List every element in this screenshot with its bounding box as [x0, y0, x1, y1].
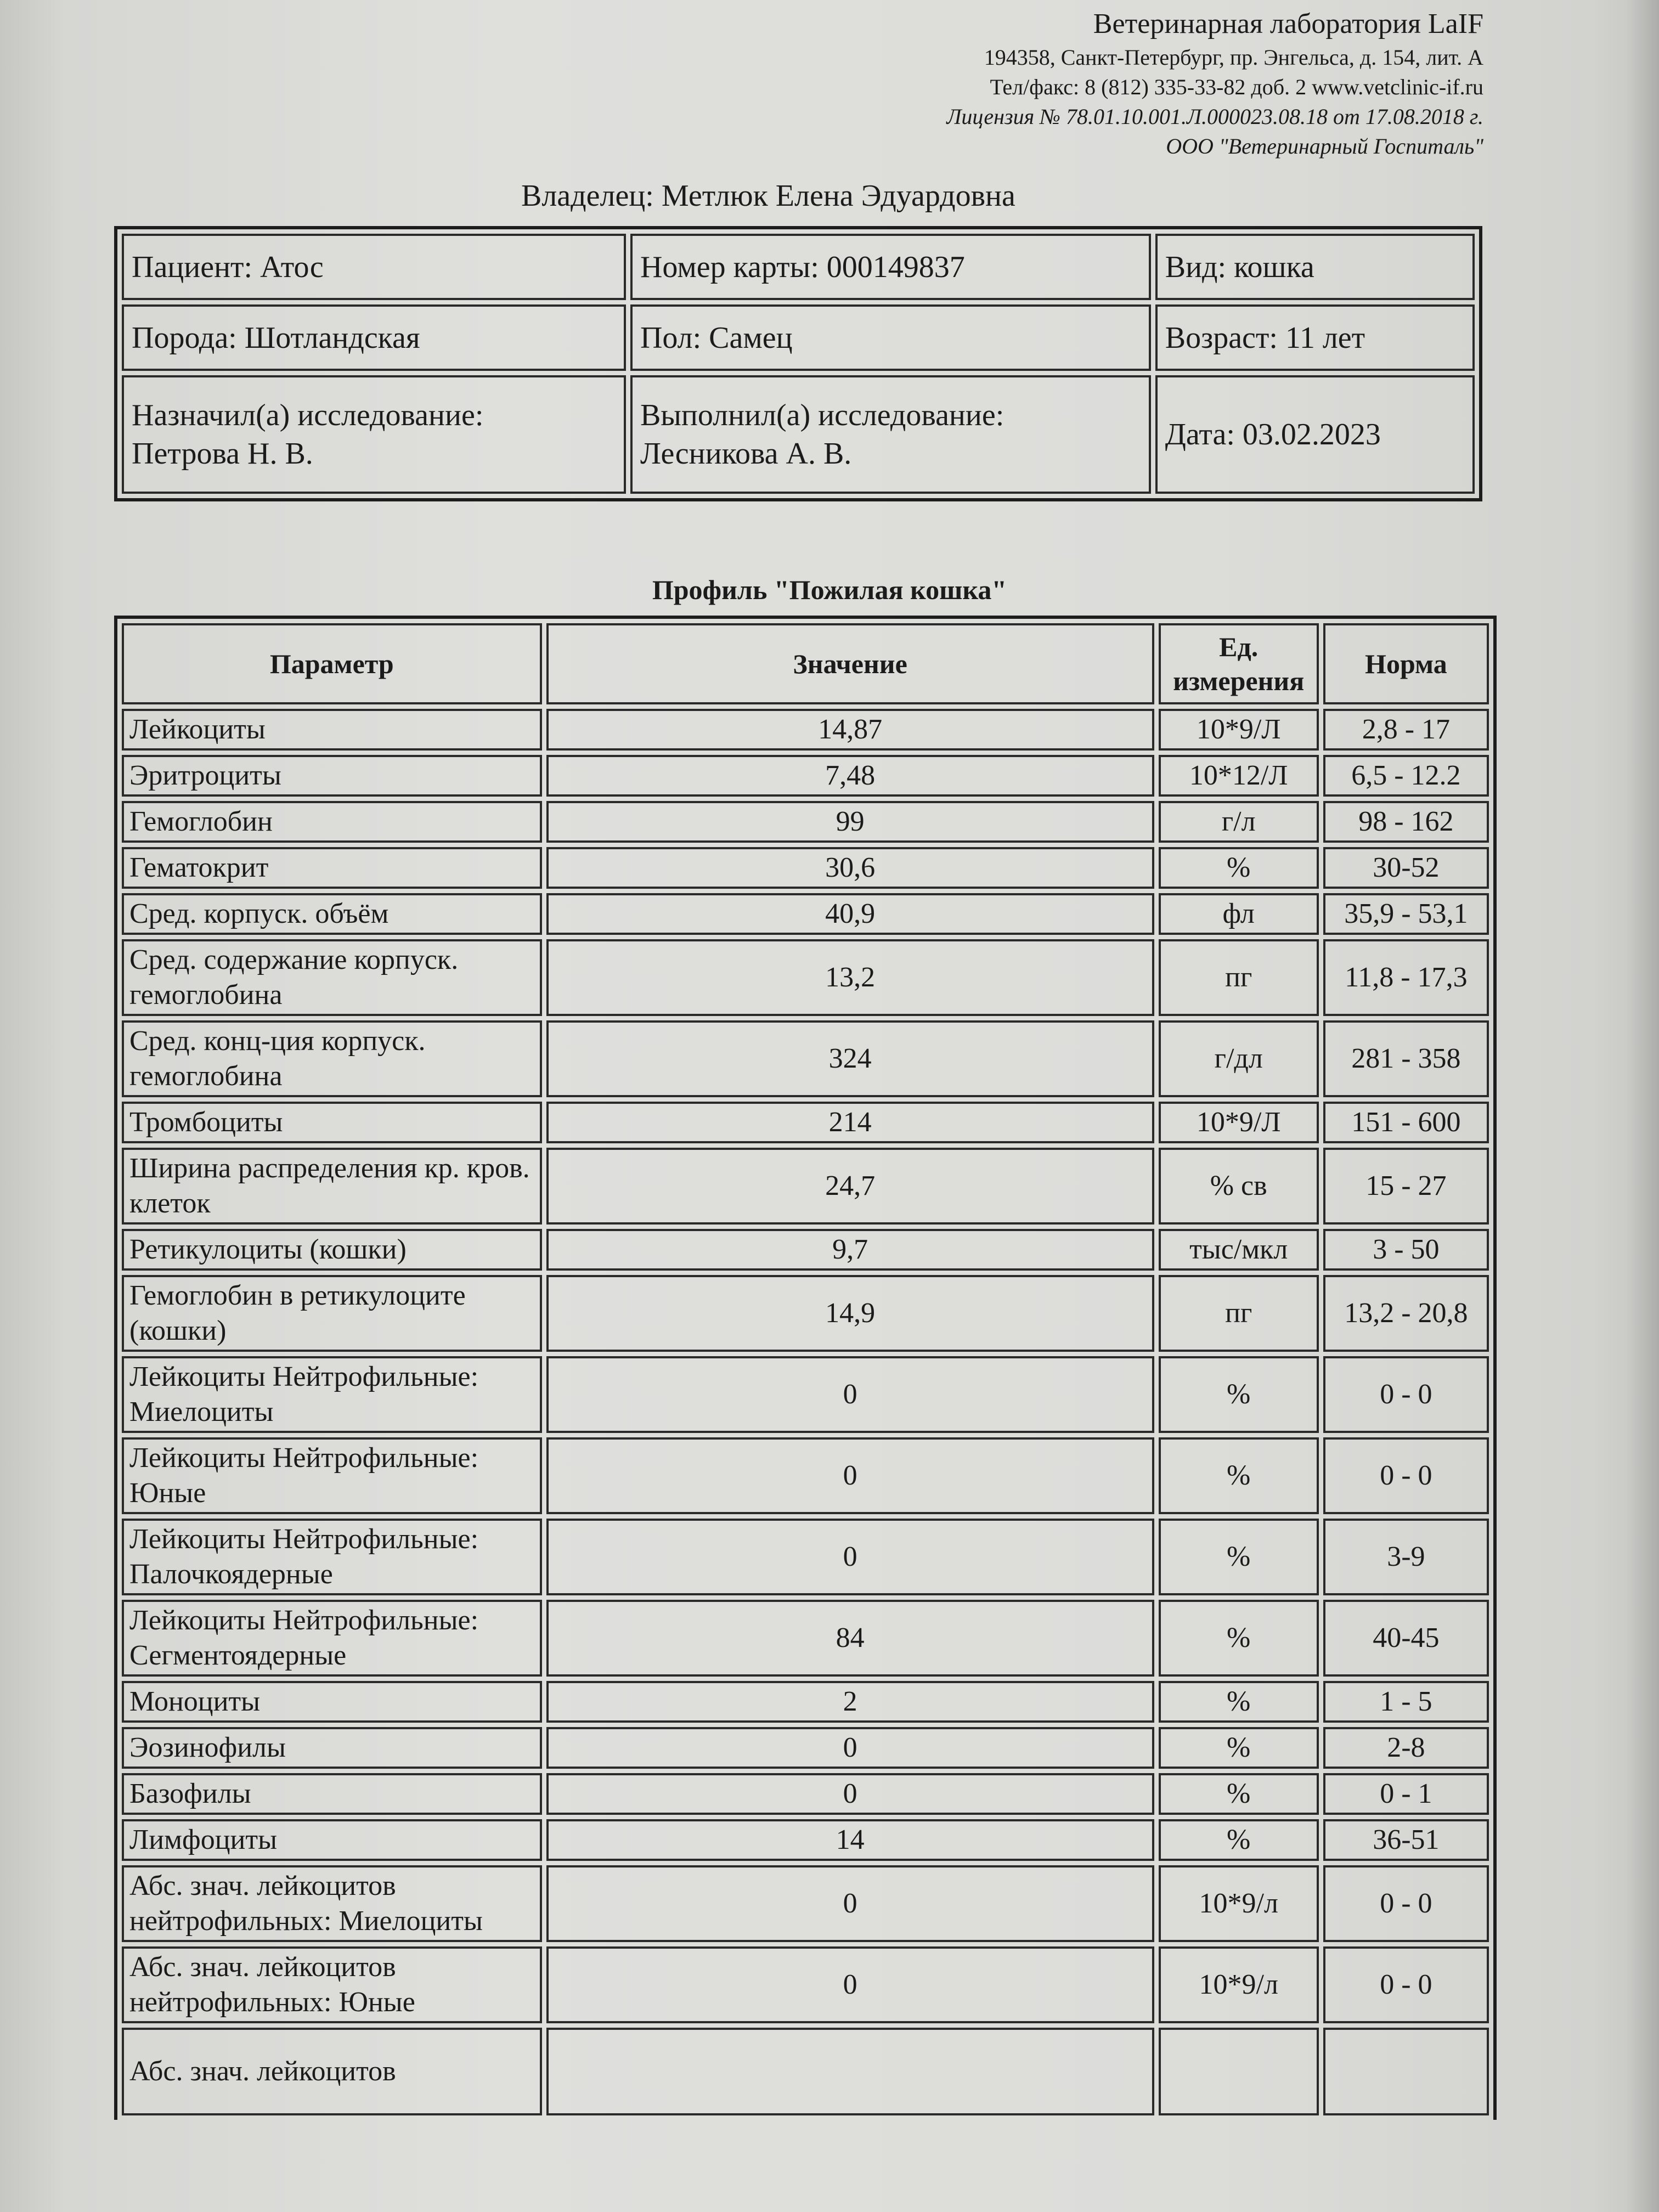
norm-cell: 2-8: [1323, 1727, 1489, 1769]
param-cell: Сред. корпуск. объём: [122, 893, 542, 935]
val-cell: 40,9: [546, 893, 1154, 935]
unit-cell: %: [1159, 1437, 1319, 1514]
table-row: [122, 1148, 1489, 1224]
unit-cell: 10*12/Л: [1159, 755, 1319, 797]
param-cell: Базофилы: [122, 1773, 542, 1815]
lab-contacts: Тел/факс: 8 (812) 335-33-82 доб. 2 www.vetclinic-if.ru: [990, 75, 1483, 99]
header-unit-line2: измерения: [1173, 665, 1305, 696]
norm-cell: 15 - 27: [1323, 1148, 1489, 1224]
norm-cell: 151 - 600: [1323, 1102, 1489, 1143]
profile-title: Профиль "Пожилая кошка": [652, 574, 1007, 605]
param-cell: Моноциты: [122, 1681, 542, 1723]
results-table: [114, 616, 1497, 2120]
unit-cell: [1159, 2028, 1319, 2115]
unit-cell: 10*9/Л: [1159, 1102, 1319, 1143]
table-row: [122, 709, 1489, 751]
table-row: [122, 1727, 1489, 1769]
table-row: [122, 1519, 1489, 1595]
param-cell: Лейкоциты Нейтрофильные: Сегментоядерные: [122, 1600, 542, 1677]
unit-cell: пг: [1159, 939, 1319, 1016]
norm-cell: 40-45: [1323, 1600, 1489, 1677]
lab-header: [946, 5, 1483, 161]
norm-cell: 11,8 - 17,3: [1323, 939, 1489, 1016]
val-cell: 0: [546, 1946, 1154, 2023]
ordered-by-name: Петрова Н. В.: [132, 437, 313, 471]
norm-cell: 0 - 1: [1323, 1773, 1489, 1815]
sex-cell: Пол: Самец: [630, 304, 1151, 371]
param-cell: Сред. конц-ция корпуск. гемоглобина: [122, 1020, 542, 1097]
norm-cell: [1323, 2028, 1489, 2115]
date-cell: Дата: 03.02.2023: [1155, 375, 1475, 494]
param-cell: Абс. знач. лейкоцитов нейтрофильных: Миелоциты: [122, 1865, 542, 1942]
card-number-cell: Номер карты: 000149837: [630, 234, 1151, 300]
norm-cell: 0 - 0: [1323, 1356, 1489, 1433]
val-cell: 324: [546, 1020, 1154, 1097]
unit-cell: %: [1159, 1356, 1319, 1433]
unit-cell: %: [1159, 1727, 1319, 1769]
breed-cell: Порода: Шотландская: [122, 304, 626, 371]
unit-cell: %: [1159, 1773, 1319, 1815]
param-cell: Абс. знач. лейкоцитов нейтрофильных: Юные: [122, 1946, 542, 2023]
table-row: [122, 1437, 1489, 1514]
param-cell: Лимфоциты: [122, 1819, 542, 1861]
norm-cell: 1 - 5: [1323, 1681, 1489, 1723]
unit-cell: % св: [1159, 1148, 1319, 1224]
norm-cell: 0 - 0: [1323, 1946, 1489, 2023]
param-cell: Ширина распределения кр. кров. клеток: [122, 1148, 542, 1224]
val-cell: 0: [546, 1865, 1154, 1942]
unit-cell: фл: [1159, 893, 1319, 935]
header-unit: [1159, 623, 1319, 704]
results-header-row: [122, 623, 1489, 704]
header-norm: Норма: [1323, 623, 1489, 704]
table-row: [122, 1681, 1489, 1723]
val-cell: 0: [546, 1356, 1154, 1433]
age-cell: Возраст: 11 лет: [1155, 304, 1475, 371]
param-cell: Лейкоциты Нейтрофильные: Миелоциты: [122, 1356, 542, 1433]
unit-cell: пг: [1159, 1275, 1319, 1352]
ordered-by-cell: [122, 375, 626, 494]
table-row: [122, 1946, 1489, 2023]
val-cell: 14,9: [546, 1275, 1154, 1352]
norm-cell: 0 - 0: [1323, 1865, 1489, 1942]
info-row: [122, 375, 1475, 494]
results-body: [122, 709, 1489, 2115]
unit-cell: %: [1159, 1681, 1319, 1723]
val-cell: 14,87: [546, 709, 1154, 751]
val-cell: 9,7: [546, 1229, 1154, 1271]
norm-cell: 98 - 162: [1323, 801, 1489, 843]
norm-cell: 3-9: [1323, 1519, 1489, 1595]
lab-company: ООО "Ветеринарный Госпиталь": [1166, 134, 1483, 159]
header-value: Значение: [546, 623, 1154, 704]
ordered-by-label: Назначил(а) исследование:: [132, 398, 484, 433]
info-row: [122, 234, 1475, 300]
param-cell: Лейкоциты Нейтрофильные: Юные: [122, 1437, 542, 1514]
header-param: Параметр: [122, 623, 542, 704]
table-row: [122, 1275, 1489, 1352]
unit-cell: тыс/мкл: [1159, 1229, 1319, 1271]
param-cell: Гематокрит: [122, 847, 542, 889]
table-row: [122, 1020, 1489, 1097]
table-row: [122, 1773, 1489, 1815]
lab-name: Ветеринарная лаборатория LaIF: [1093, 8, 1483, 40]
norm-cell: 35,9 - 53,1: [1323, 893, 1489, 935]
unit-cell: %: [1159, 1600, 1319, 1677]
table-row: [122, 893, 1489, 935]
unit-cell: г/л: [1159, 801, 1319, 843]
performed-by-label: Выполнил(а) исследование:: [640, 398, 1005, 433]
lab-address: 194358, Санкт-Петербург, пр. Энгельса, д. 154, лит. А: [984, 45, 1483, 70]
table-row: [122, 2028, 1489, 2115]
param-cell: Эозинофилы: [122, 1727, 542, 1769]
val-cell: 214: [546, 1102, 1154, 1143]
unit-cell: %: [1159, 847, 1319, 889]
norm-cell: 13,2 - 20,8: [1323, 1275, 1489, 1352]
performed-by-name: Лесникова А. В.: [640, 437, 852, 471]
val-cell: 0: [546, 1437, 1154, 1514]
table-row: [122, 1229, 1489, 1271]
norm-cell: 2,8 - 17: [1323, 709, 1489, 751]
param-cell: Эритроциты: [122, 755, 542, 797]
table-row: [122, 801, 1489, 843]
page-edge-shadow: [1626, 0, 1659, 2212]
param-cell: Сред. содержание корпуск. гемоглобина: [122, 939, 542, 1016]
table-row: [122, 755, 1489, 797]
val-cell: 84: [546, 1600, 1154, 1677]
unit-cell: %: [1159, 1519, 1319, 1595]
val-cell: 7,48: [546, 755, 1154, 797]
performed-by-cell: [630, 375, 1151, 494]
patient-cell: Пациент: Атос: [122, 234, 626, 300]
lab-license: Лицензия № 78.01.10.001.Л.000023.08.18 от 17.08.2018 г.: [946, 104, 1483, 129]
unit-cell: %: [1159, 1819, 1319, 1861]
val-cell: 0: [546, 1519, 1154, 1595]
species-cell: Вид: кошка: [1155, 234, 1475, 300]
val-cell: 14: [546, 1819, 1154, 1861]
val-cell: 0: [546, 1773, 1154, 1815]
owner-name: Владелец: Метлюк Елена Эдуардовна: [521, 179, 1015, 213]
param-cell: Ретикулоциты (кошки): [122, 1229, 542, 1271]
unit-cell: 10*9/л: [1159, 1946, 1319, 2023]
table-row: [122, 939, 1489, 1016]
norm-cell: 0 - 0: [1323, 1437, 1489, 1514]
val-cell: 24,7: [546, 1148, 1154, 1224]
table-row: [122, 847, 1489, 889]
param-cell: Лейкоциты: [122, 709, 542, 751]
val-cell: 99: [546, 801, 1154, 843]
table-row: [122, 1865, 1489, 1942]
norm-cell: 281 - 358: [1323, 1020, 1489, 1097]
table-row: [122, 1356, 1489, 1433]
val-cell: 13,2: [546, 939, 1154, 1016]
table-row: [122, 1102, 1489, 1143]
val-cell: [546, 2028, 1154, 2115]
norm-cell: 30-52: [1323, 847, 1489, 889]
val-cell: 30,6: [546, 847, 1154, 889]
norm-cell: 36-51: [1323, 1819, 1489, 1861]
norm-cell: 6,5 - 12.2: [1323, 755, 1489, 797]
header-unit-line1: Ед.: [1219, 631, 1259, 662]
info-row: [122, 304, 1475, 371]
patient-info-table: [114, 226, 1482, 501]
unit-cell: г/дл: [1159, 1020, 1319, 1097]
unit-cell: 10*9/Л: [1159, 709, 1319, 751]
param-cell: Тромбоциты: [122, 1102, 542, 1143]
norm-cell: 3 - 50: [1323, 1229, 1489, 1271]
table-row: [122, 1600, 1489, 1677]
param-cell: Абс. знач. лейкоцитов: [122, 2028, 542, 2115]
param-cell: Гемоглобин в ретикулоците (кошки): [122, 1275, 542, 1352]
unit-cell: 10*9/л: [1159, 1865, 1319, 1942]
param-cell: Гемоглобин: [122, 801, 542, 843]
table-row: [122, 1819, 1489, 1861]
val-cell: 2: [546, 1681, 1154, 1723]
param-cell: Лейкоциты Нейтрофильные: Палочкоядерные: [122, 1519, 542, 1595]
val-cell: 0: [546, 1727, 1154, 1769]
